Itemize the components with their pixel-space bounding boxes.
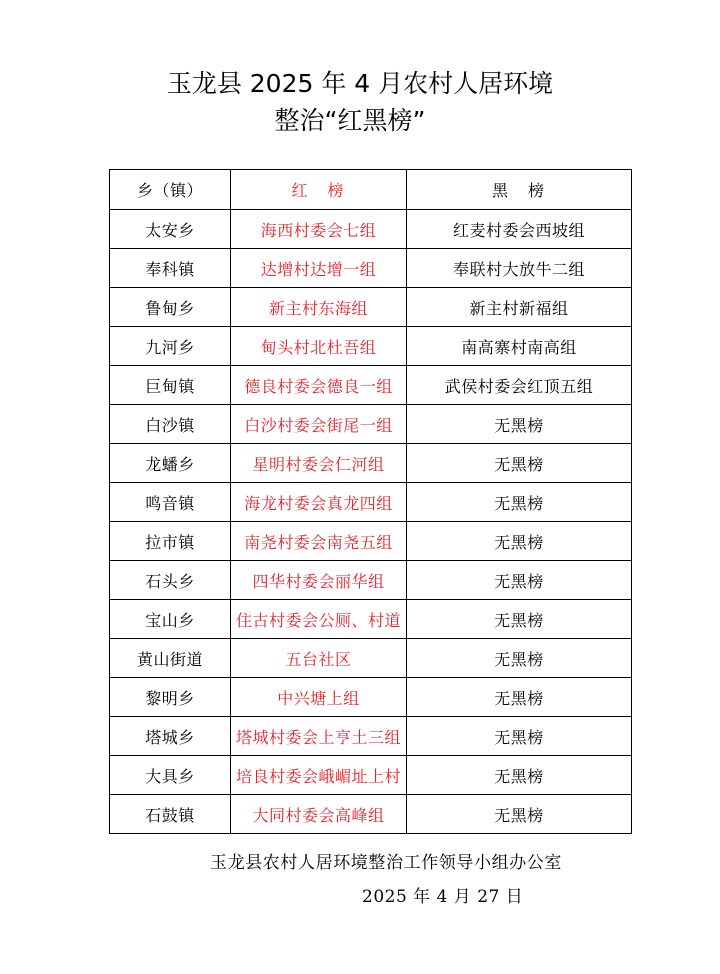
black-list-cell: 奉联村大放牛二组 bbox=[407, 249, 632, 288]
red-list-cell: 达增村达增一组 bbox=[231, 249, 407, 288]
table-row bbox=[110, 405, 632, 444]
red-list-cell: 海龙村委会真龙四组 bbox=[231, 483, 407, 522]
red-list-cell: 海西村委会七组 bbox=[231, 210, 407, 249]
table-row bbox=[110, 210, 632, 249]
township-cell: 鸣音镇 bbox=[110, 483, 231, 522]
header-township: 乡（镇） bbox=[110, 170, 231, 210]
black-list-cell: 无黑榜 bbox=[407, 522, 632, 561]
issuing-organization: 玉龙县农村人居环境整治工作领导小组办公室 bbox=[210, 853, 562, 873]
black-list-cell: 无黑榜 bbox=[407, 717, 632, 756]
table-row bbox=[110, 522, 632, 561]
township-cell: 黎明乡 bbox=[110, 678, 231, 717]
township-cell: 黄山街道 bbox=[110, 639, 231, 678]
black-list-cell: 无黑榜 bbox=[407, 756, 632, 795]
black-list-cell: 南高寨村南高组 bbox=[407, 327, 632, 366]
ranking-table bbox=[109, 169, 632, 834]
document-title-line2: 整治“红黑榜” bbox=[274, 106, 426, 135]
table-row bbox=[110, 327, 632, 366]
table-row bbox=[110, 639, 632, 678]
township-cell: 宝山乡 bbox=[110, 600, 231, 639]
red-list-cell: 南尧村委会南尧五组 bbox=[231, 522, 407, 561]
township-cell: 白沙镇 bbox=[110, 405, 231, 444]
red-list-cell: 白沙村委会街尾一组 bbox=[231, 405, 407, 444]
township-cell: 龙蟠乡 bbox=[110, 444, 231, 483]
red-list-cell: 塔城村委会上亨土三组 bbox=[231, 717, 407, 756]
township-cell: 巨甸镇 bbox=[110, 366, 231, 405]
township-cell: 石鼓镇 bbox=[110, 795, 231, 834]
issue-date: 2025 年 4 月 27 日 bbox=[362, 887, 524, 907]
table-row bbox=[110, 756, 632, 795]
table-row bbox=[110, 288, 632, 327]
red-list-cell: 新主村东海组 bbox=[231, 288, 407, 327]
black-list-cell: 红麦村委会西坡组 bbox=[407, 210, 632, 249]
table-row bbox=[110, 366, 632, 405]
table-row bbox=[110, 483, 632, 522]
red-list-cell: 甸头村北杜吾组 bbox=[231, 327, 407, 366]
document-title-line1: 玉龙县 2025 年 4 月农村人居环境 bbox=[166, 69, 554, 98]
township-cell: 塔城乡 bbox=[110, 717, 231, 756]
red-list-cell: 中兴塘上组 bbox=[231, 678, 407, 717]
table-row bbox=[110, 444, 632, 483]
black-list-cell: 无黑榜 bbox=[407, 678, 632, 717]
black-list-cell: 无黑榜 bbox=[407, 483, 632, 522]
township-cell: 大具乡 bbox=[110, 756, 231, 795]
black-list-cell: 新主村新福组 bbox=[407, 288, 632, 327]
table-row bbox=[110, 717, 632, 756]
black-list-cell: 无黑榜 bbox=[407, 600, 632, 639]
black-list-cell: 无黑榜 bbox=[407, 639, 632, 678]
red-list-cell: 培良村委会峨嵋址上村 bbox=[231, 756, 407, 795]
black-list-cell: 无黑榜 bbox=[407, 795, 632, 834]
table-row bbox=[110, 678, 632, 717]
township-cell: 石头乡 bbox=[110, 561, 231, 600]
table-row bbox=[110, 795, 632, 834]
red-list-cell: 德良村委会德良一组 bbox=[231, 366, 407, 405]
township-cell: 拉市镇 bbox=[110, 522, 231, 561]
table-row bbox=[110, 561, 632, 600]
red-list-cell: 大同村委会高峰组 bbox=[231, 795, 407, 834]
township-cell: 鲁甸乡 bbox=[110, 288, 231, 327]
black-list-cell: 无黑榜 bbox=[407, 405, 632, 444]
red-list-cell: 四华村委会丽华组 bbox=[231, 561, 407, 600]
black-list-cell: 武侯村委会红顶五组 bbox=[407, 366, 632, 405]
red-list-cell: 住古村委会公厕、村道 bbox=[231, 600, 407, 639]
table-row bbox=[110, 249, 632, 288]
township-cell: 九河乡 bbox=[110, 327, 231, 366]
header-red-list: 红 榜 bbox=[231, 170, 407, 210]
township-cell: 奉科镇 bbox=[110, 249, 231, 288]
red-list-cell: 星明村委会仁河组 bbox=[231, 444, 407, 483]
table-row bbox=[110, 600, 632, 639]
township-cell: 太安乡 bbox=[110, 210, 231, 249]
red-list-cell: 五台社区 bbox=[231, 639, 407, 678]
black-list-cell: 无黑榜 bbox=[407, 444, 632, 483]
table-header-row bbox=[110, 170, 632, 210]
header-black-list: 黑 榜 bbox=[407, 170, 632, 210]
black-list-cell: 无黑榜 bbox=[407, 561, 632, 600]
